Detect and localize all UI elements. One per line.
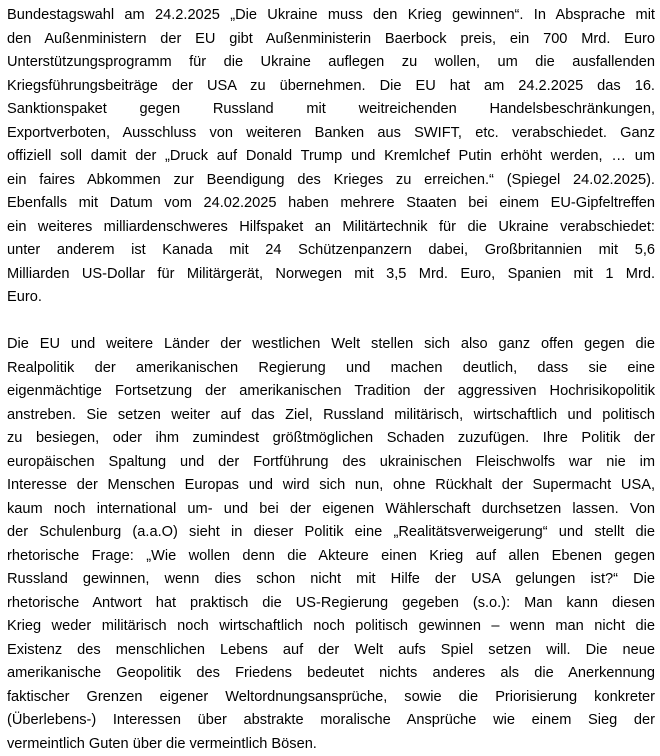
text-line: Krieg weder militärisch noch wirtschaftlich noch politisch gewinnen – wenn man nicht die [7,615,655,639]
text-line: rhetorische Frage: „Wie wollen denn die Akteure einen Krieg auf allen Ebenen gegen [7,545,655,569]
text-line: Existenz des menschlichen Lebens auf der Welt aufs Spiel setzen will. Die neue [7,639,655,663]
text-line: ein faires Abkommen zur Beendigung des Krieges zu erreichen.“ (Spiegel 24.02.2025). [7,169,655,193]
text-line: unter anderem ist Kanada mit 24 Schützenpanzern dabei, Großbritannien mit 5,6 [7,239,655,263]
text-line: Sanktionspaket gegen Russland mit weitreichenden Handelsbeschränkungen, [7,98,655,122]
text-line: zu besiegen, oder ihm zumindest größtmöglichen Schaden zuzufügen. Ihre Politik der [7,427,655,451]
text-line: Unterstützungsprogramm für die Ukraine auflegen zu wollen, um die ausfallenden [7,51,655,75]
text-line: amerikanische Geopolitik des Friedens bedeutet nichts anderes als die Anerkennung [7,662,655,686]
text-line: anstreben. Sie setzen weiter auf das Ziel, Russland militärisch, wirtschaftlich und politisch [7,404,655,428]
text-line: vermeintlich Guten über die vermeintlich Bösen. [7,733,655,756]
text-line: Bundestagswahl am 24.2.2025 „Die Ukraine muss den Krieg gewinnen“. In Absprache mit [7,4,655,28]
text-line: faktischer Grenzen eigener Weltordnungsansprüche, sowie die Priorisierung konkreter [7,686,655,710]
text-line: Euro. [7,286,655,310]
text-line: Realpolitik der amerikanischen Regierung und machen deutlich, dass sie eine [7,357,655,381]
text-line: der Schulenburg (a.a.O) sieht in dieser Politik eine „Realitätsverweigerung“ und stellt die [7,521,655,545]
text-line: ein weiteres milliardenschweres Hilfspaket an Militärtechnik für die Ukraine verabschiedet: [7,216,655,240]
text-line: eigenmächtige Fortsetzung der amerikanischen Tradition der aggressiven Hochrisikopolitik [7,380,655,404]
text-line: Kriegsführungsbeiträge der USA zu übernehmen. Die EU hat am 24.2.2025 das 16. [7,75,655,99]
text-line: den Außenministern der EU gibt Außenministerin Baerbock preis, ein 700 Mrd. Euro [7,28,655,52]
text-line: Die EU und weitere Länder der westlichen Welt stellen sich also ganz offen gegen die [7,333,655,357]
paragraph-spacer [7,310,655,334]
text-line: kaum noch international um- und bei der eigenen Wählerschaft durchsetzen lassen. Von [7,498,655,522]
text-line: Interesse der Menschen Europas und wird sich nun, ohne Rückhalt der Supermacht USA, [7,474,655,498]
text-line: Ebenfalls mit Datum vom 24.02.2025 haben mehrere Staaten bei einem EU-Gipfeltreffen [7,192,655,216]
text-line: Russland gewinnen, wenn dies schon nicht mit Hilfe der USA gelungen ist?“ Die [7,568,655,592]
paragraph-1 [7,4,655,310]
text-line: Exportverboten, Ausschluss von weiteren Banken aus SWIFT, etc. verabschiedet. Ganz [7,122,655,146]
paragraph-2 [7,333,655,756]
text-line: (Überlebens-) Interessen über abstrakte moralische Ansprüche wie einem Sieg der [7,709,655,733]
text-line: europäischen Spaltung und der Fortführung des ukrainischen Fleischwolfs war nie im [7,451,655,475]
text-line: rhetorische Antwort hat praktisch die US-Regierung gegeben (s.o.): Man kann diesen [7,592,655,616]
text-line: offiziell soll damit der „Druck auf Donald Trump und Kremlchef Putin erhöht werden, … um [7,145,655,169]
text-line: Milliarden US-Dollar für Militärgerät, Norwegen mit 3,5 Mrd. Euro, Spanien mit 1 Mrd. [7,263,655,287]
